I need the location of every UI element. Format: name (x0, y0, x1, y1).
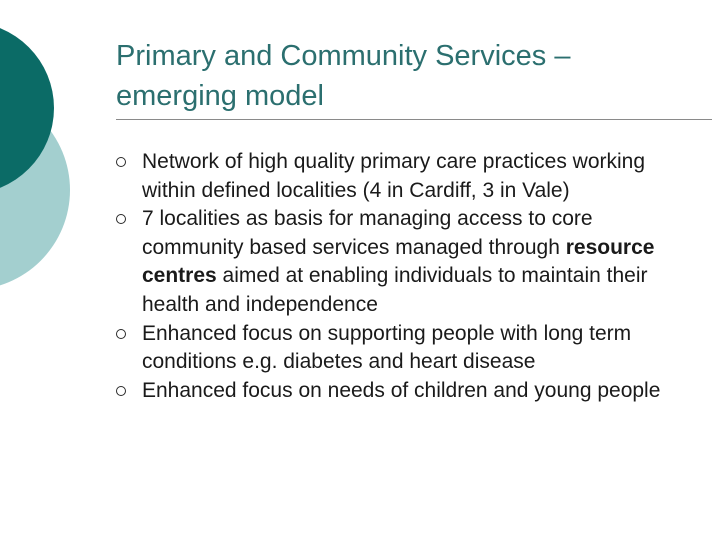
slide-title: Primary and Community Services – emerging model (116, 40, 571, 112)
hollow-circle-bullet-icon (116, 386, 126, 396)
bullet-text: Enhanced focus on supporting people with long term conditions e.g. diabetes and heart disease (142, 321, 632, 374)
bullet-text: Network of high quality primary care practices working within defined localities (4 in Cardiff, 3 in Vale) (142, 150, 646, 202)
bullet-item (116, 205, 696, 319)
bullet-list (116, 148, 696, 405)
bullet-item (116, 377, 696, 406)
bullet-text-before: 7 localities as basis for managing access to core community based services managed through (142, 207, 593, 259)
bullet-text: Enhanced focus on needs of children and young people (142, 378, 661, 402)
bullet-item (116, 148, 696, 205)
bullet-item (116, 320, 696, 377)
hollow-circle-bullet-icon (116, 157, 126, 167)
hollow-circle-bullet-icon (116, 329, 126, 339)
hollow-circle-bullet-icon (116, 214, 126, 224)
decorative-circles (0, 0, 120, 300)
bullet-text-bold: resource centres (142, 235, 655, 288)
bullet-text-after: aimed at enabling individuals to maintain their health and independence (142, 264, 648, 316)
title-divider (116, 119, 712, 120)
